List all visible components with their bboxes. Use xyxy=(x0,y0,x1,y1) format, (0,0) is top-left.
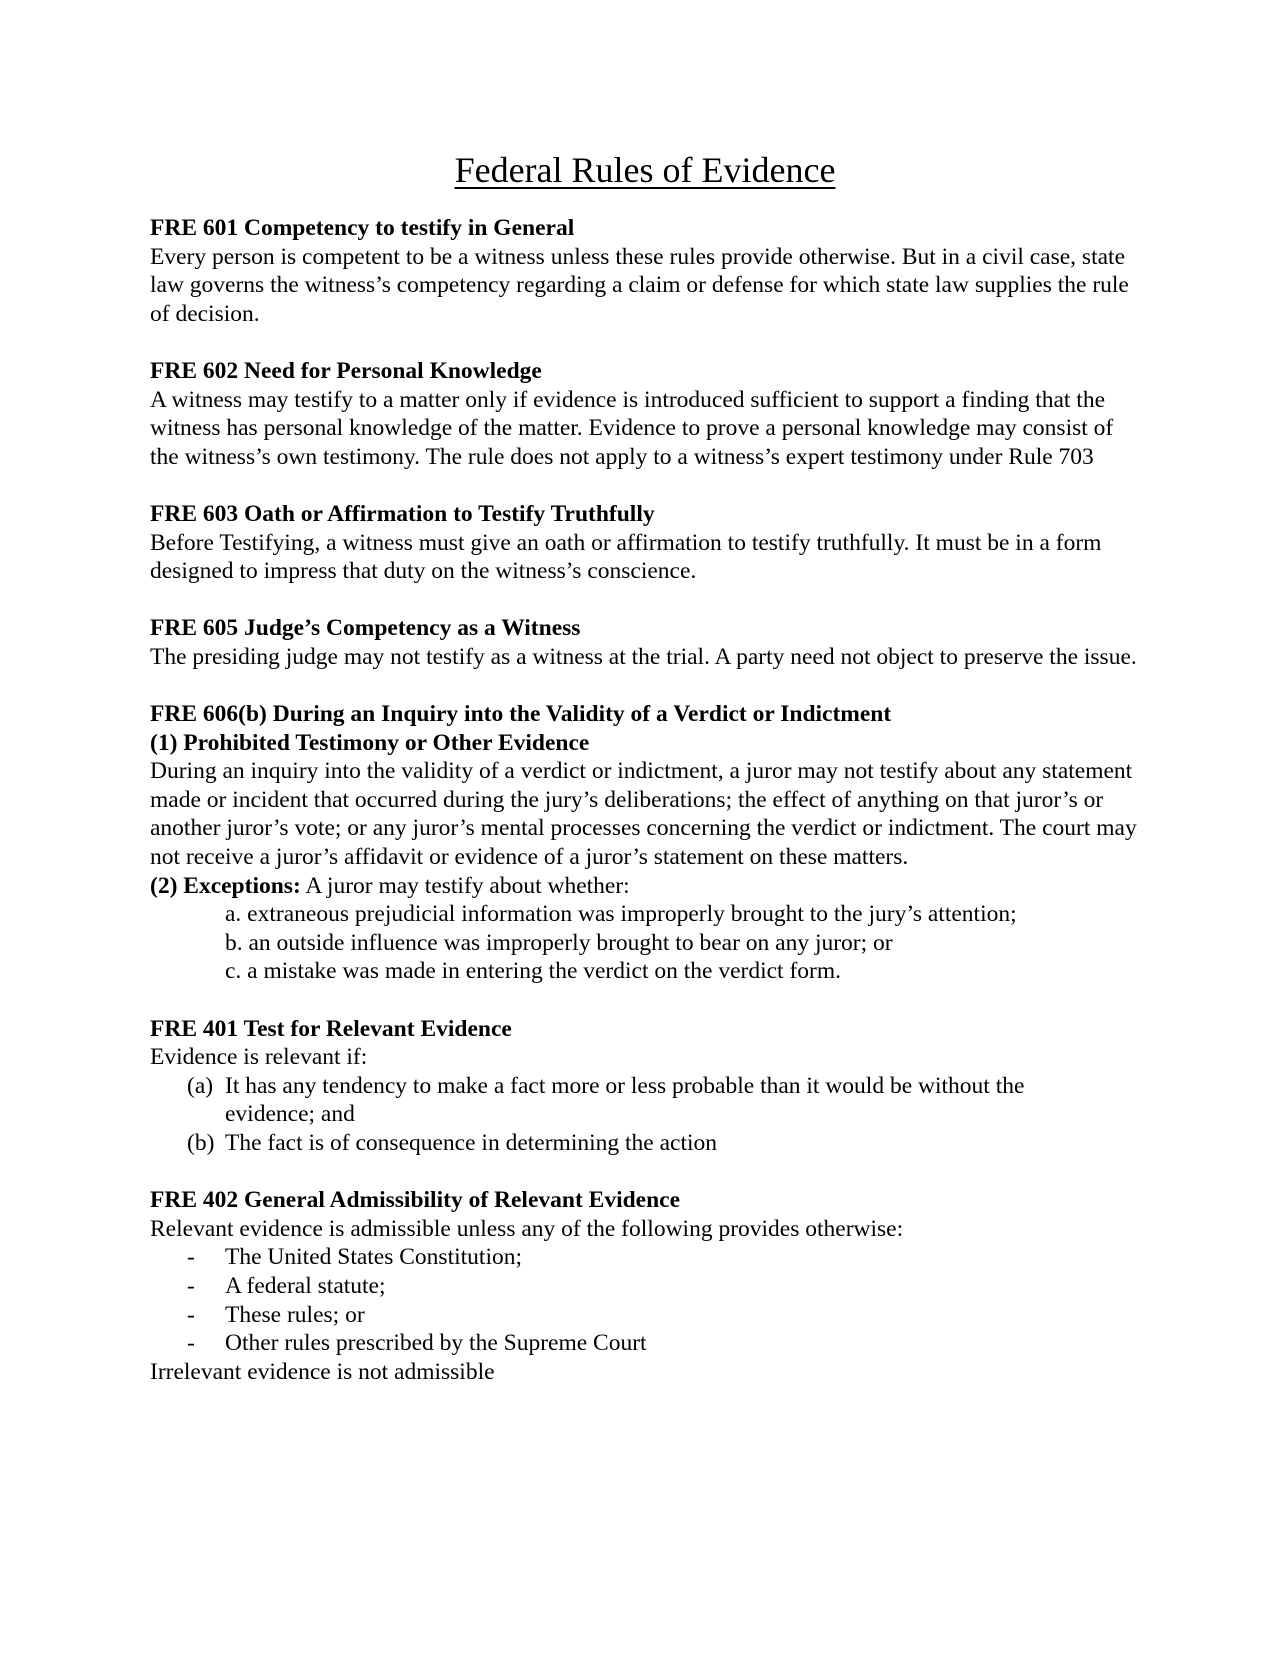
section-fre-602 xyxy=(150,357,1140,471)
list-marker: - xyxy=(187,1330,195,1357)
document-title: Federal Rules of Evidence xyxy=(454,150,836,190)
list-item xyxy=(150,1272,1140,1301)
document-page xyxy=(150,148,1140,1415)
admissibility-list xyxy=(150,1243,1140,1357)
section-fre-603 xyxy=(150,500,1140,586)
list-text: Other rules prescribed by the Supreme Court xyxy=(225,1330,647,1357)
list-item: c. a mistake was made in entering the verdict on the verdict form. xyxy=(225,958,842,985)
list-item xyxy=(150,1243,1140,1272)
list-item: a. extraneous prejudicial information was improperly brought to the jury’s attention; xyxy=(225,901,1017,928)
section-heading: FRE 602 Need for Personal Knowledge xyxy=(150,357,542,384)
section-body: During an inquiry into the validity of a verdict or indictment, a juror may not testify about any statement made or incident that occurred during the jury’s deliberations; the effect of anything on that juror’s or another juror’s vote; or any juror’s mental processes concerning the verdict or indictment. The court may not receive a juror’s affidavit or evidence of a juror’s statement on these matters. xyxy=(150,758,1137,871)
section-fre-601 xyxy=(150,214,1140,328)
list-text: A federal statute; xyxy=(225,1272,386,1299)
section-heading: FRE 401 Test for Relevant Evidence xyxy=(150,1015,512,1042)
relevance-list xyxy=(150,1072,1140,1158)
list-item xyxy=(150,1329,1140,1358)
exceptions-intro: A juror may testify about whether: xyxy=(300,872,630,899)
section-body: The presiding judge may not testify as a witness at the trial. A party need not object to preserve the issue. xyxy=(150,643,1137,670)
list-text: The fact is of consequence in determining the action xyxy=(225,1130,718,1156)
section-subheading: (1) Prohibited Testimony or Other Evidence xyxy=(150,729,590,756)
section-closing: Irrelevant evidence is not admissible xyxy=(150,1358,495,1385)
section-heading: FRE 605 Judge’s Competency as a Witness xyxy=(150,615,581,642)
section-fre-606b xyxy=(150,700,1140,986)
section-heading: FRE 402 General Admissibility of Relevant Evidence xyxy=(150,1187,681,1214)
list-item: b. an outside influence was improperly brought to bear on any juror; or xyxy=(225,929,893,956)
section-fre-402 xyxy=(150,1186,1140,1386)
list-marker: (b) xyxy=(187,1130,215,1156)
list-text: It has any tendency to make a fact more or less probable than it would be without the evidence; and xyxy=(225,1072,1025,1128)
list-marker: - xyxy=(187,1301,195,1328)
section-heading: FRE 603 Oath or Affirmation to Testify Truthfully xyxy=(150,500,655,527)
exceptions-list xyxy=(150,900,1140,986)
section-fre-401 xyxy=(150,1015,1140,1158)
list-item xyxy=(150,1072,1140,1129)
section-heading: FRE 606(b) During an Inquiry into the Validity of a Verdict or Indictment xyxy=(150,701,892,728)
list-marker: - xyxy=(187,1244,195,1271)
list-marker: - xyxy=(187,1272,195,1299)
list-text: The United States Constitution; xyxy=(225,1244,522,1271)
section-heading: FRE 601 Competency to testify in General xyxy=(150,215,575,241)
section-body: Every person is competent to be a witness unless these rules provide otherwise. But in a civil case, state law governs the witness’s competency regarding a claim or defense for which state law supplies the rule of decision. xyxy=(150,243,1129,327)
list-marker: (a) xyxy=(187,1072,214,1099)
list-text: These rules; or xyxy=(225,1301,365,1328)
exceptions-line xyxy=(150,872,1140,901)
section-body: Before Testifying, a witness must give an oath or affirmation to testify truthfully. It must be in a form designed to impress that duty on the witness’s conscience. xyxy=(150,529,1102,585)
section-fre-605 xyxy=(150,614,1140,671)
list-item xyxy=(150,1301,1140,1330)
section-body: Relevant evidence is admissible unless any of the following provides otherwise: xyxy=(150,1215,904,1242)
list-item xyxy=(150,1129,1140,1158)
section-body: Evidence is relevant if: xyxy=(150,1044,368,1071)
section-body: A witness may testify to a matter only if evidence is introduced sufficient to support a finding that the witness has personal knowledge of the matter. Evidence to prove a personal knowledge may consist of the witness’s own testimony. The rule does not apply to a witness’s expert testimony under Rule 703 xyxy=(150,386,1114,470)
exceptions-label: (2) Exceptions: xyxy=(150,872,301,899)
